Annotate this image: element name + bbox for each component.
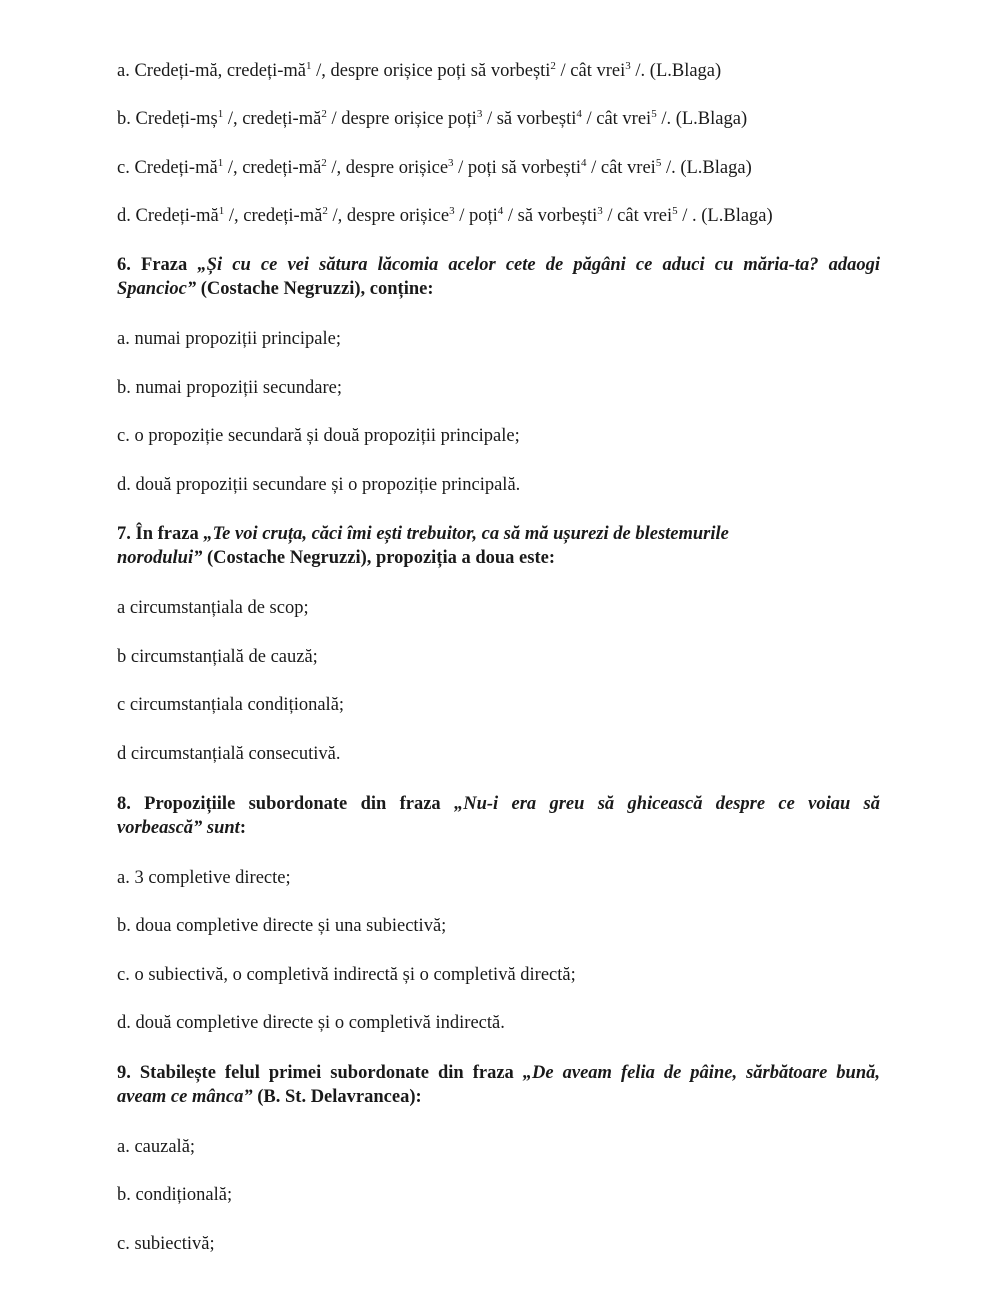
- question-7-line2: norodului” (Costache Negruzzi), propoziția a doua este:: [117, 548, 555, 568]
- q5-option-c: c. Credeți-$mă^1$ /, credeți-$mă^2$ /, despre orișice$^3$ / poți să vorbești$^4$ / cât vrei$^5$ /. (L.Blaga): [117, 157, 752, 178]
- question-8-line2: vorbească” sunt:: [117, 818, 246, 838]
- q5-option-a: a. Credeți-mă, credeți-$mă^1$ /, despre orișice poți să vorbești$^2$ / cât vrei$^3$ /. (L.Blaga): [117, 60, 722, 81]
- q8-option-d: d. două completive directe și o completivă indirectă.: [117, 1013, 505, 1033]
- q7-option-d: d circumstanțială consecutivă.: [117, 744, 341, 764]
- question-6-line1: 6. Fraza „Și cu ce vei sătura lăcomia acelor cete de păgâni ce aduci cu măria-ta? adaogi: [117, 255, 880, 275]
- question-7-line1: 7. În fraza „Te voi cruța, căci îmi ești trebuitor, ca să mă ușurezi de blestemurile: [117, 524, 729, 544]
- question-9: [117, 1061, 880, 1109]
- q7-option-c: c circumstanțiala condițională;: [117, 695, 345, 715]
- q6-option-c: c. o propoziție secundară și două propoziții principale;: [117, 426, 520, 446]
- q6-option-a: a. numai propoziții principale;: [117, 329, 341, 349]
- question-9-line2: aveam ce mânca” (B. St. Delavrancea):: [117, 1087, 422, 1107]
- question-6-line2: Spancioc” (Costache Negruzzi), conține:: [117, 279, 434, 299]
- q6-option-b: b. numai propoziții secundare;: [117, 378, 343, 398]
- q8-option-a: a. 3 completive directe;: [117, 868, 291, 888]
- q9-option-a: a. cauzală;: [117, 1137, 196, 1157]
- q7-option-b: b circumstanțială de cauză;: [117, 647, 318, 667]
- question-7: [117, 522, 880, 570]
- q9-option-c: c. subiectivă;: [117, 1234, 215, 1254]
- q8-option-c: c. o subiectivă, o completivă indirectă și o completivă directă;: [117, 965, 576, 985]
- q5-option-b: b. Credeți-$mș^1$ /, credeți-$mă^2$ / despre orișice poți$^3$ / să vorbești$^4$ / cât vrei$^5$ /. (L.Blaga): [117, 108, 748, 129]
- question-8: [117, 792, 880, 840]
- question-9-line1: 9. Stabilește felul primei subordonate din fraza „De aveam felia de pâine, sărbătoare bună,: [117, 1063, 880, 1083]
- q7-option-a: a circumstanțiala de scop;: [117, 598, 309, 618]
- q9-option-b: b. condițională;: [117, 1185, 233, 1205]
- q5-option-d: d. Credeți-$mă^1$ /, credeți-$mă^2$ /, despre orișice$^3$ / poți$^4$ / să vorbești$^3$ / cât vrei$^5$ / . (L.Blaga): [117, 205, 773, 226]
- q8-option-b: b. doua completive directe și una subiectivă;: [117, 916, 447, 936]
- question-6: [117, 253, 880, 301]
- question-8-line1: 8. Propozițiile subordonate din fraza „Nu-i era greu să ghicească despre ce voiau să: [117, 794, 880, 814]
- q6-option-d: d. două propoziții secundare și o propoziție principală.: [117, 475, 521, 495]
